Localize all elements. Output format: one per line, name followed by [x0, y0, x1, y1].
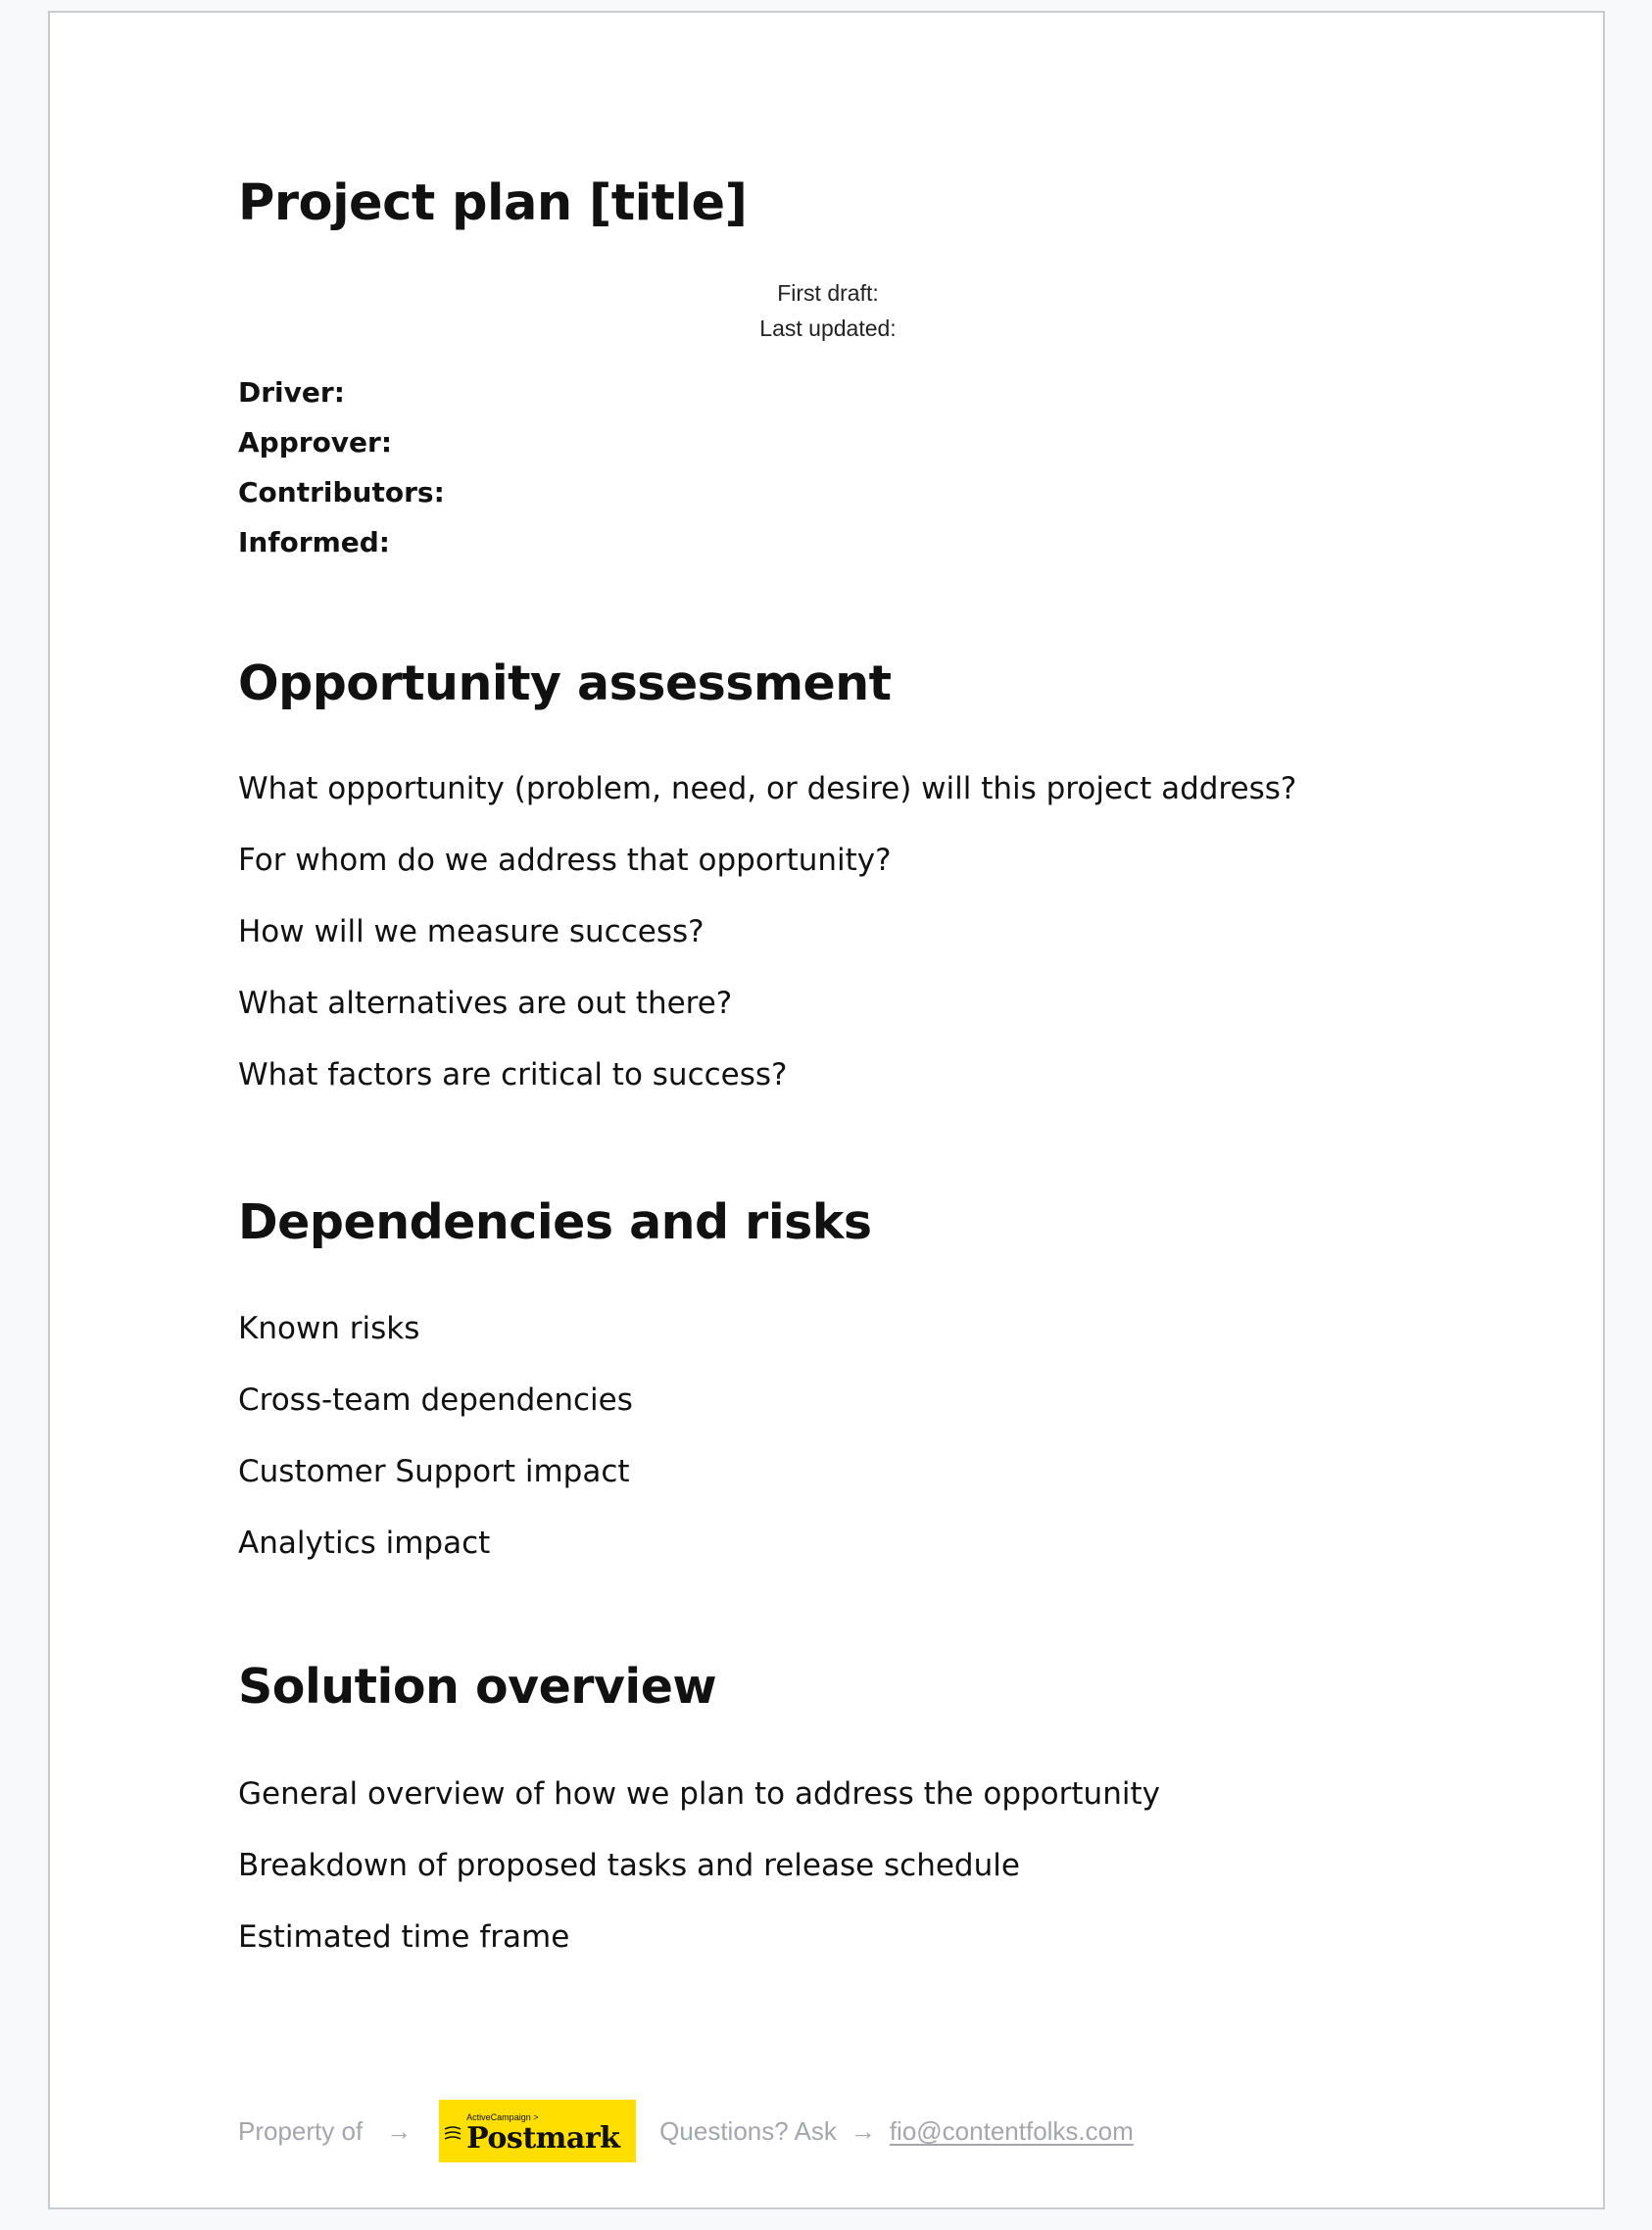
document-meta [238, 275, 1418, 346]
arrow-right-icon: → [386, 2115, 413, 2146]
list-item: Known risks [238, 1311, 420, 1346]
section-heading-dependencies: Dependencies and risks [238, 1194, 872, 1250]
list-item: Analytics impact [238, 1526, 491, 1561]
role-approver: Approver: [238, 426, 393, 459]
document-footer [238, 2100, 1134, 2162]
list-item: What factors are critical to success? [238, 1057, 788, 1092]
section-items-dependencies [238, 1293, 633, 1579]
logo-main-text: Postmark [466, 2121, 620, 2156]
first-draft-label: First draft: [777, 280, 879, 306]
list-item: How will we measure success? [238, 914, 705, 949]
postmark-logo[interactable] [439, 2100, 636, 2162]
contact-email-link[interactable]: fio@contentfolks.com [889, 2115, 1134, 2146]
role-informed: Informed: [238, 526, 390, 558]
logo-small-text: ActiveCampaign > [466, 2112, 539, 2122]
list-item: What opportunity (problem, need, or desire) will this project address? [238, 771, 1297, 806]
list-item: Estimated time frame [238, 1919, 570, 1955]
document-title: Project plan [title] [238, 174, 748, 232]
role-driver: Driver: [238, 376, 345, 409]
questions-label: Questions? Ask [659, 2115, 837, 2146]
last-updated-label: Last updated: [759, 315, 897, 341]
roles-list [238, 367, 445, 567]
list-item: For whom do we address that opportunity? [238, 843, 892, 878]
list-item: Customer Support impact [238, 1454, 630, 1489]
list-item: Cross-team dependencies [238, 1382, 633, 1418]
role-contributors: Contributors: [238, 476, 445, 509]
property-of-label: Property of [238, 2115, 364, 2146]
list-item: General overview of how we plan to address the opportunity [238, 1776, 1160, 1812]
section-items-solution [238, 1759, 1160, 1973]
section-items-opportunity [238, 753, 1296, 1111]
document-page [48, 11, 1605, 2209]
arrow-right-icon: → [850, 2115, 876, 2146]
section-heading-opportunity: Opportunity assessment [238, 655, 892, 711]
list-item: What alternatives are out there? [238, 986, 733, 1021]
section-heading-solution: Solution overview [238, 1659, 717, 1715]
list-item: Breakdown of proposed tasks and release schedule [238, 1848, 1020, 1883]
